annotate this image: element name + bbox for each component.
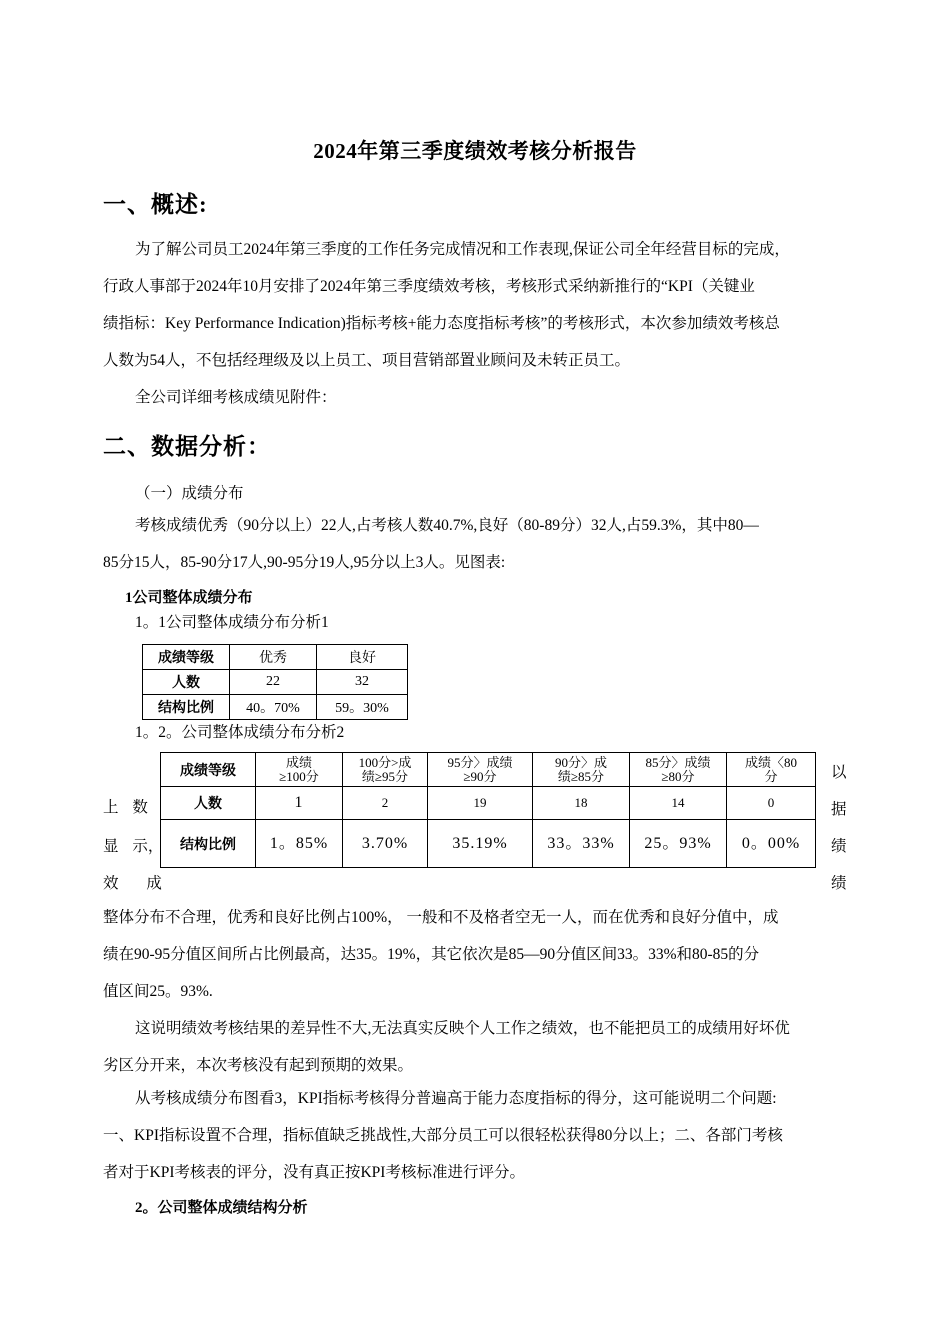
table-cell: 结构比例 [161,820,256,868]
conclusion-line-1: 这说明绩效考核结果的差异性不大,无法真实反映个人工作之绩效，也不能把员工的成绩用好坏优 [135,1020,790,1037]
table-cell: 35.19% [428,820,533,868]
table-cell: 2 [343,787,428,820]
table-cell: 90分〉成 绩≥85分 [533,753,630,787]
table-cell: 33。33% [533,820,630,868]
caption-table-1: 1。1公司整体成绩分布分析1 [135,614,329,631]
overview-appendix-note: 全公司详细考核成绩见附件： [135,389,337,406]
wrap-text-left: 上 数 [103,799,148,816]
wrap-text-right: 以 [831,764,847,781]
table-cell: 22 [230,670,317,695]
table-cell: 95分〉成绩 ≥90分 [428,753,533,787]
table-cell: 19 [428,787,533,820]
table-cell: 32 [317,670,408,695]
table-cell: 人数 [143,670,230,695]
table-cell: 良好 [317,645,408,670]
table-cell: 1 [256,787,343,820]
caption-table-2: 1。2。公司整体成绩分布分析2 [135,724,345,741]
table-cell: 100分>成 绩≥95分 [343,753,428,787]
table-cell: 人数 [161,787,256,820]
table-cell: 结构比例 [143,695,230,720]
table-cell: 14 [630,787,727,820]
table-row-header [143,645,408,670]
kpi-line-1: 从考核成绩分布图看3，KPI指标考核得分普遍高于能力态度指标的得分，这可能说明二个问题: [135,1090,777,1107]
conclusion-line-2: 劣区分开来，本次考核没有起到预期的效果。 [103,1057,414,1074]
report-title: 2024年第三季度绩效考核分析报告 [313,139,637,163]
table-cell: 优秀 [230,645,317,670]
table-cell: 1。85% [256,820,343,868]
table-cell: 25。93% [630,820,727,868]
overview-line-4: 人数为54人，不包括经理级及以上员工、项目营销部置业顾问及未转正员工。 [103,352,631,369]
kpi-line-2: 一、KPI指标设置不合理，指标值缺乏挑战性,大部分员工可以很轻松获得80分以上；二、各部门考核 [103,1127,783,1144]
section-heading-overview: 一、概述: [103,192,208,217]
table-cell: 0 [727,787,816,820]
distribution-table-1 [142,644,408,720]
overview-line-1: 为了解公司员工2024年第三季度的工作任务完成情况和工作表现,保证公司全年经营目标的完成， [135,241,790,258]
analysis-line-3: 值区间25。93%. [103,983,213,1000]
distribution-line-2: 85分15人，85-90分17人,90-95分19人,95分以上3人。见图表: [103,554,506,571]
heading-overall-distribution: 1公司整体成绩分布 [125,590,253,606]
table-cell: 成绩〈80 分 [727,753,816,787]
wrap-text-right: 绩 [831,875,847,892]
wrap-text-left: 显 示， [103,838,164,855]
distribution-line-1: 考核成绩优秀（90分以上）22人,占考核人数40.7%,良好（80-89分）32人,占59.3%，其中80— [135,517,759,534]
table-cell: 成绩 ≥100分 [256,753,343,787]
analysis-line-2: 绩在90-95分值区间所占比例最高，达35。19%，其它依次是85—90分值区间33。33%和80-85的分 [103,946,760,963]
table-row-count [143,670,408,695]
table-cell: 40。70% [230,695,317,720]
distribution-table-2 [160,752,816,868]
table-row-count [161,787,816,820]
table-cell: 成绩等级 [143,645,230,670]
table-row-ratio [161,820,816,868]
wrap-text-right: 据 [831,801,847,818]
section-heading-analysis: 二、数据分析： [103,434,271,459]
table-row-ratio [143,695,408,720]
table-cell: 0。00% [727,820,816,868]
table-row-header [161,753,816,787]
overview-line-3: 绩指标：Key Performance Indication)指标考核+能力态度指标考核”的考核形式，本次参加绩效考核总 [103,315,780,332]
table-cell: 59。30% [317,695,408,720]
analysis-line-1: 整体分布不合理，优秀和良好比例占100%， 一般和不及格者空无一人，而在优秀和良好分值中，成 [103,909,779,926]
heading-overall-structure: 2。公司整体成绩结构分析 [135,1200,308,1216]
table-cell: 85分〉成绩 ≥80分 [630,753,727,787]
table-cell: 3.70% [343,820,428,868]
wrap-text-left: 效 成 [103,875,162,892]
subheading-score-distribution: （一）成绩分布 [135,485,244,502]
table-cell: 成绩等级 [161,753,256,787]
wrap-text-right: 绩 [831,838,847,855]
kpi-line-3: 者对于KPI考核表的评分，没有真正按KPI考核标准进行评分。 [103,1164,525,1181]
table-cell: 18 [533,787,630,820]
overview-line-2: 行政人事部于2024年10月安排了2024年第三季度绩效考核，考核形式采纳新推行的“KPI（关键业 [103,278,755,295]
